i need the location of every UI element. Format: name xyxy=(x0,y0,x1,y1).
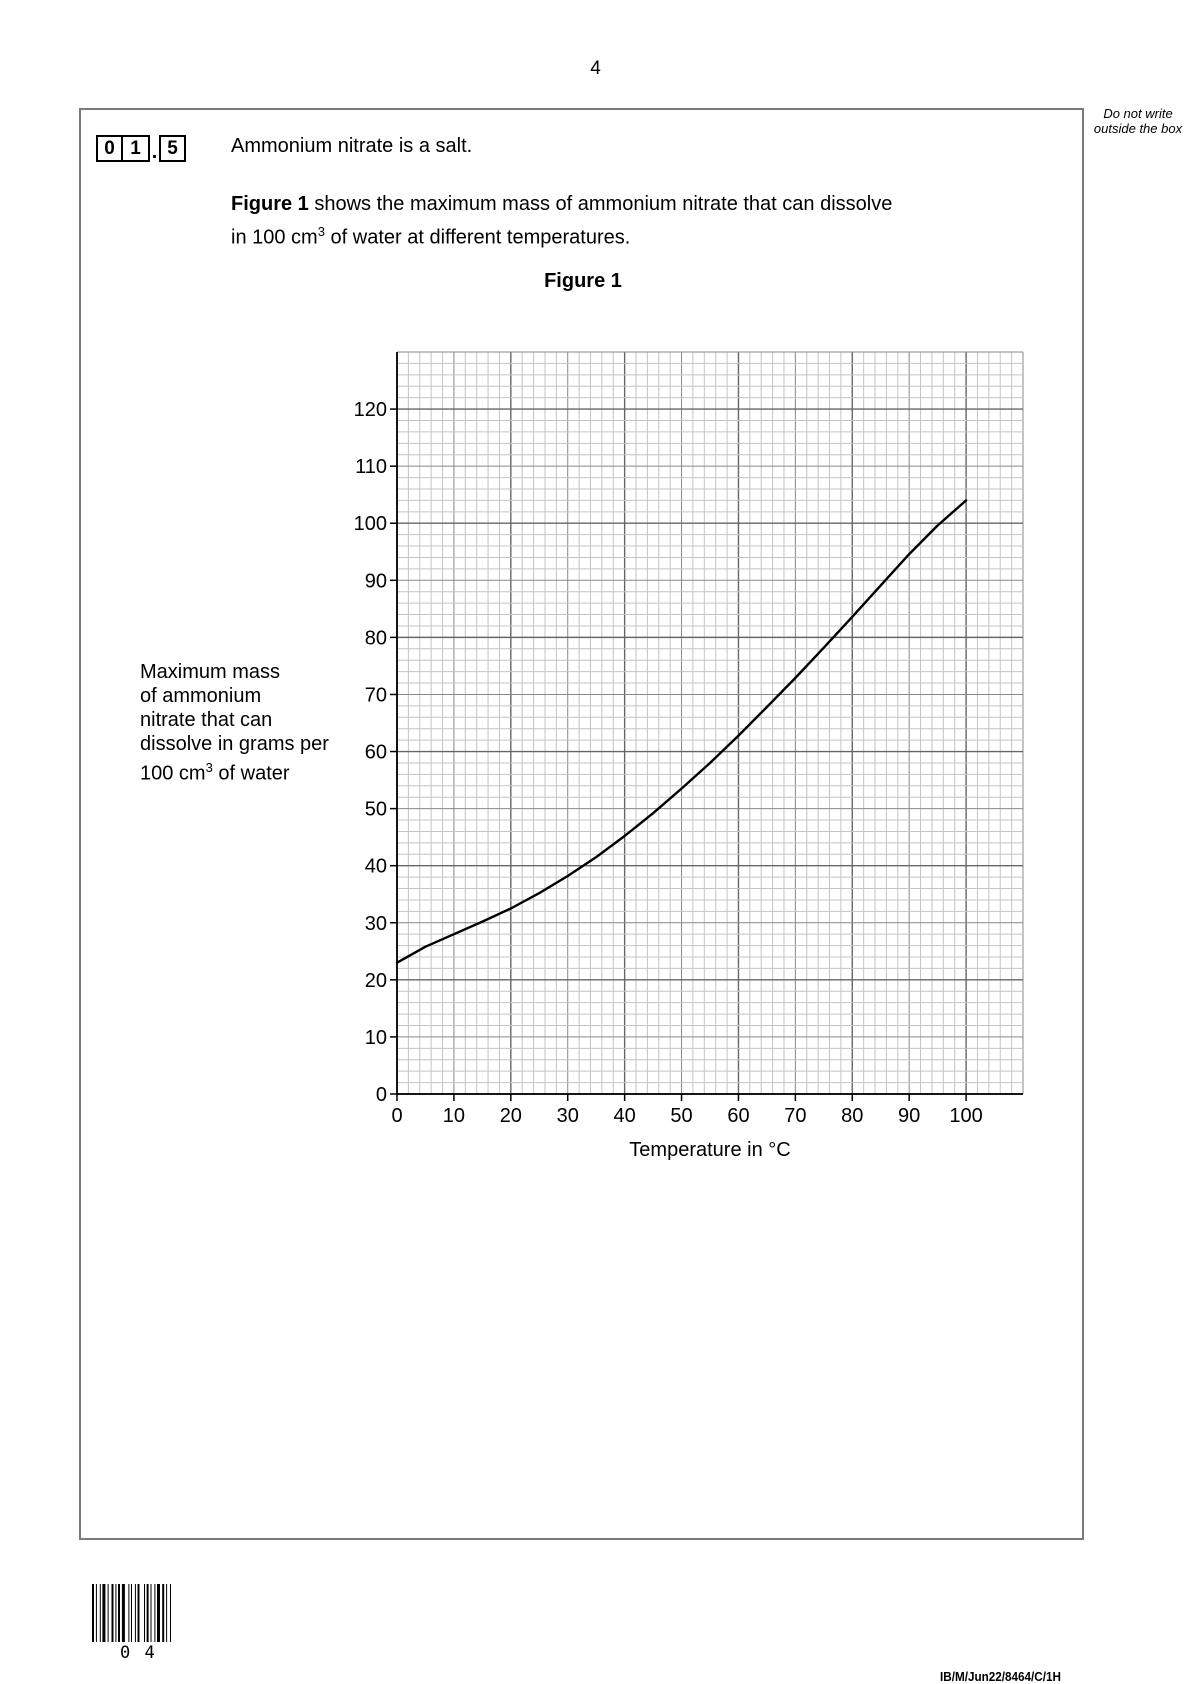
barcode-bar xyxy=(108,1584,109,1642)
barcode-bar xyxy=(144,1584,145,1642)
question-statement: Ammonium nitrate is a salt. xyxy=(231,135,473,157)
intro-figure-ref: Figure 1 xyxy=(231,193,309,215)
x-tick-label: 20 xyxy=(499,1105,522,1127)
x-tick-label: 40 xyxy=(613,1105,636,1127)
y-tick-label: 40 xyxy=(364,855,387,878)
question-number-digit-2: 1 xyxy=(123,135,150,162)
y-tick-label: 10 xyxy=(364,1026,387,1049)
barcode-bar xyxy=(118,1584,120,1642)
barcode-bar xyxy=(131,1584,132,1642)
question-number-digit-1: 0 xyxy=(96,135,123,162)
y-axis-label-line-3: nitrate that can xyxy=(140,709,273,731)
barcode-graphic xyxy=(92,1584,202,1642)
barcode-bar xyxy=(138,1584,140,1642)
barcode-bar xyxy=(100,1584,101,1642)
y-tick-label: 60 xyxy=(364,741,387,764)
y-axis-label-line-1: Maximum mass xyxy=(140,661,281,683)
barcode-bar xyxy=(166,1584,167,1642)
y-tick-label: 50 xyxy=(364,798,387,821)
y-axis-label-line-4: dissolve in grams per xyxy=(140,733,329,755)
x-tick-label: 60 xyxy=(727,1105,750,1127)
y-axis-label-superscript: 3 xyxy=(205,760,213,775)
x-tick-label: 10 xyxy=(442,1105,466,1127)
barcode-bar xyxy=(147,1584,149,1642)
y-axis-label-unit-start: 100 cm xyxy=(140,762,206,785)
x-tick-label: 100 xyxy=(949,1105,983,1127)
intro-line-1: shows the maximum mass of ammonium nitrate that can dissolve xyxy=(308,193,893,215)
page-number: 4 xyxy=(590,58,601,79)
x-tick-label: 80 xyxy=(841,1105,864,1127)
barcode-bar xyxy=(128,1584,129,1642)
barcode xyxy=(92,1584,202,1647)
intro-line-2-end: of water at different temperatures. xyxy=(324,226,631,249)
question-number-dot: . xyxy=(151,141,158,163)
barcode-bar xyxy=(102,1584,105,1642)
barcode-bar xyxy=(96,1584,97,1642)
x-tick-label: 70 xyxy=(784,1105,807,1127)
barcode-bar xyxy=(112,1584,114,1642)
y-tick-label: 120 xyxy=(353,399,387,422)
y-tick-label: 110 xyxy=(355,456,387,479)
x-tick-label: 90 xyxy=(898,1105,921,1127)
x-tick-label: 30 xyxy=(556,1105,579,1127)
y-tick-label: 20 xyxy=(364,969,387,992)
y-tick-label: 30 xyxy=(364,912,387,935)
x-axis-label: Temperature in °C xyxy=(629,1139,791,1161)
y-tick-label: 100 xyxy=(353,513,387,536)
y-axis-label-unit-end: of water xyxy=(212,762,290,785)
margin-note: Do not write outside the box xyxy=(1093,106,1183,136)
intro-line-2-start: in 100 cm xyxy=(231,226,318,249)
barcode-bar xyxy=(135,1584,136,1642)
barcode-bar xyxy=(170,1584,171,1642)
intro-superscript: 3 xyxy=(317,224,325,239)
barcode-bar xyxy=(162,1584,164,1642)
barcode-bar xyxy=(115,1584,116,1642)
barcode-bar xyxy=(122,1584,125,1642)
question-number-digit-3: 5 xyxy=(159,135,186,162)
x-tick-label: 0 xyxy=(391,1105,403,1127)
x-tick-label: 50 xyxy=(670,1105,693,1127)
barcode-bar xyxy=(154,1584,155,1642)
barcode-bar xyxy=(157,1584,160,1642)
y-tick-label: 90 xyxy=(364,570,387,593)
footer-code: IB/M/Jun22/8464/C/1H xyxy=(940,1669,1061,1684)
barcode-bar xyxy=(92,1584,94,1642)
figure-title: Figure 1 xyxy=(544,270,622,292)
y-axis-label-line-2: of ammonium xyxy=(140,685,262,707)
y-tick-label: 0 xyxy=(375,1084,387,1106)
barcode-number: 0 4 xyxy=(120,1643,157,1663)
barcode-bar xyxy=(151,1584,152,1642)
y-tick-label: 80 xyxy=(364,627,387,650)
y-tick-label: 70 xyxy=(364,684,387,707)
